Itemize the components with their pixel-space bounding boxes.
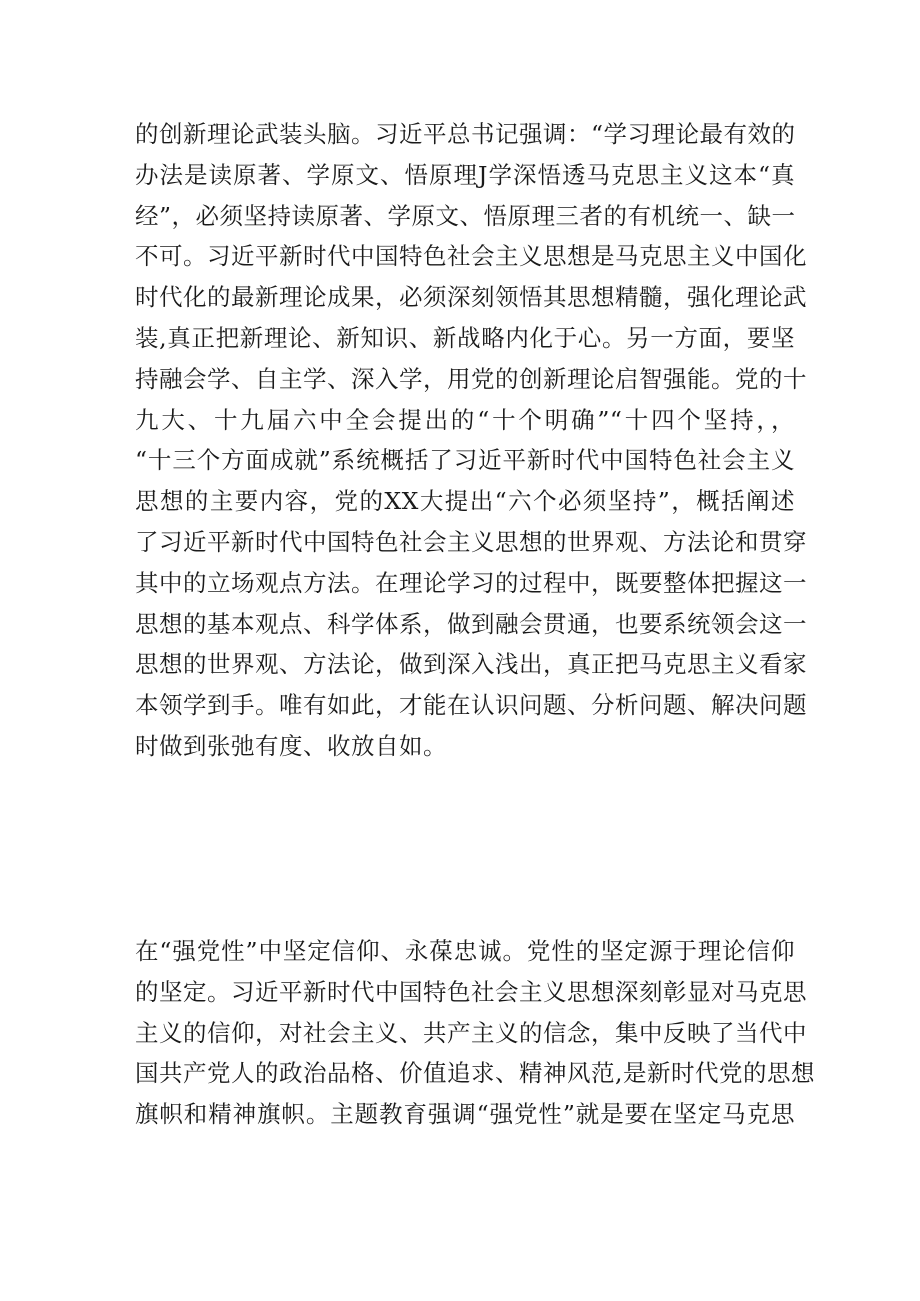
text-line: “十三个方面成就”系统概括了习近平新时代中国特色社会主义 — [135, 446, 795, 475]
text-line: 本领学到手。唯有如此，才能在认识问题、分析问题、解决问题 — [135, 691, 807, 720]
text-line: 思想的基本观点、科学体系，做到融会贯通，也要系统领会这一 — [135, 609, 807, 638]
text-line: 主义的信仰，对社会主义、共产主义的信念，集中反映了当代中 — [135, 1018, 807, 1047]
text-line: 办法是读原著、学原文、悟原理J学深悟透马克思主义这本“真 — [135, 160, 795, 189]
text-line: 不可。习近平新时代中国特色社会主义思想是马克思主义中国化 — [135, 242, 807, 271]
text-line: 思想的世界观、方法论，做到深入浅出，真正把马克思主义看家 — [135, 650, 807, 679]
text-line: 的创新理论武装头脑。习近平总书记强调：“学习理论最有效的 — [135, 120, 796, 148]
text-line: 其中的立场观点方法。在理论学习的过程中，既要整体把握这一 — [135, 568, 807, 597]
text-line: 时代化的最新理论成果，必须深刻领悟其思想精髓，强化理论武 — [135, 283, 807, 312]
text-line: 经”，必须坚持读原著、学原文、悟原理三者的有机统一、缺一 — [135, 201, 796, 230]
text-line: 时做到张弛有度、收放自如。 — [135, 731, 447, 760]
text-line: 装,真正把新理论、新知识、新战略内化于心。另一方面，要坚 — [135, 323, 795, 352]
text-line: 持融会学、自主学、深入学，用党的创新理论启智强能。党的十 — [135, 364, 807, 393]
text-line: 在“强党性”中坚定信仰、永葆忠诚。党性的坚定源于理论信仰 — [135, 937, 795, 965]
text-line: 的坚定。习近平新时代中国特色社会主义思想深刻彰显对马克思 — [135, 977, 807, 1006]
text-line: 国共产党人的政治品格、价值追求、精神风范,是新时代党的思想 — [135, 1059, 815, 1088]
paragraph-theory-study — [135, 114, 807, 767]
text-line: 了习近平新时代中国特色社会主义思想的世界观、方法论和贯穿 — [135, 527, 807, 556]
paragraph-party-spirit — [135, 931, 815, 1135]
text-line: 旗帜和精神旗帜。主题教育强调“强党性”就是要在坚定马克思 — [135, 1100, 795, 1129]
text-line: 九大、十九届六中全会提出的“十个明确”“十四个坚持，， — [135, 405, 795, 434]
text-line: 思想的主要内容，党的XX大提出“六个必须坚持”，概括阐述 — [135, 487, 795, 516]
